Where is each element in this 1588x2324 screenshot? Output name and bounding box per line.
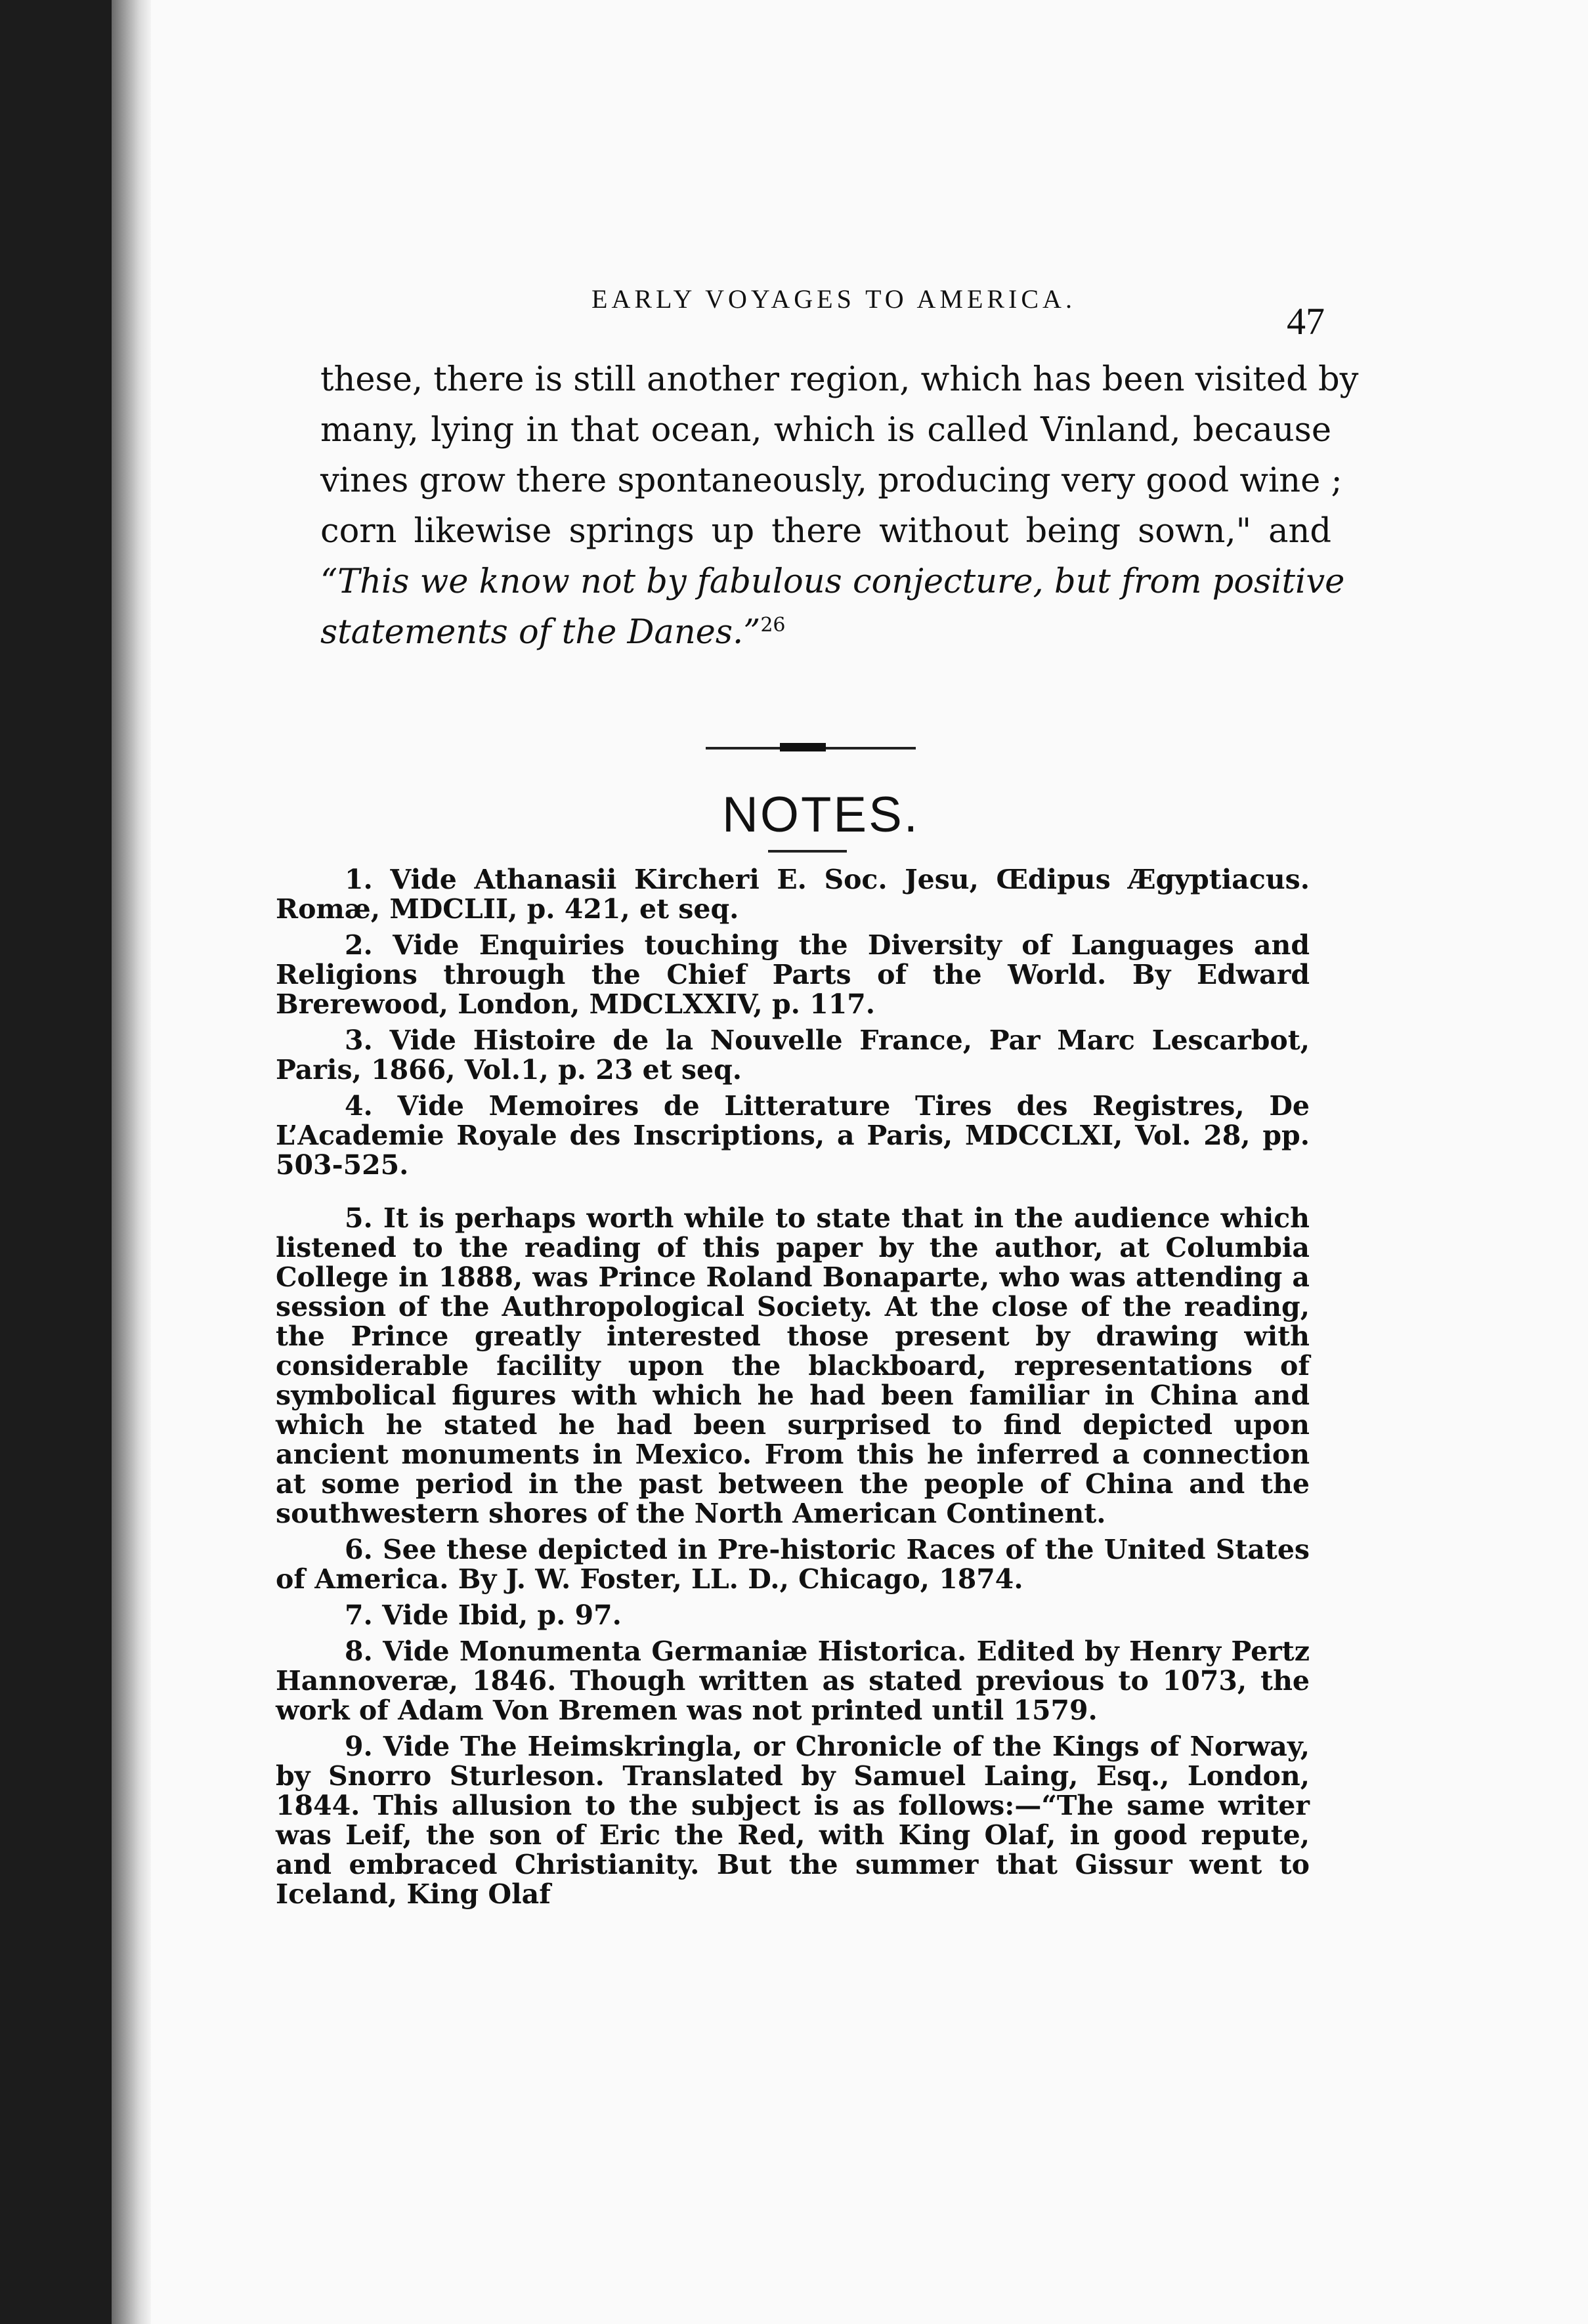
running-head: EARLY VOYAGES TO AMERICA.	[591, 284, 1076, 314]
note-item: 1. Vide Athanasii Kircheri E. Soc. Jesu, Œdipus Ægyptiacus. Romæ, MDCLII, p. 421, et seq.	[276, 864, 1310, 925]
note-item: 4. Vide Memoires de Litterature Tires des Registres, De L’Academie Royale des Inscriptions, a Paris, MDCCLXI, Vol. 28, pp. 503-525.	[276, 1090, 1310, 1181]
note-item: 9. Vide The Heimskringla, or Chronicle of the Kings of Norway, by Snorro Sturleson. Translated by Samuel Laing, Esq., London, 1844. This allusion to the subject is as follows:—“The same writer was Leif, the son of Eric the Red, with King Olaf, in good repute, and embraced Christianity. But the summer that Gissur went to Iceland, King Olaf	[276, 1731, 1310, 1910]
body-line: many, lying in that ocean, which is called Vinland, because	[320, 411, 1331, 450]
note-item: 2. Vide Enquiries touching the Diversity of Languages and Religions through the Chief Parts of the World. By Edward Brerewood, London, MDCLXXIV, p. 117.	[276, 929, 1310, 1020]
body-line-italic	[320, 607, 1331, 658]
body-line: corn likewise springs up there without being sown," and	[320, 512, 1331, 551]
note-item: 5. It is perhaps worth while to state that in the audience which listened to the reading of this paper by the author, at Columbia College in 1888, was Prince Roland Bonaparte, who was attending a session of the Authropological Society. At the close of the reading, the Prince greatly interested those present by drawing with considerable facility upon the blackboard, representations of symbolical figures with which he had been familiar in China and which he stated he had been surprised to find depicted upon ancient monuments in Mexico. From this he inferred a connection at some period in the past between the people of China and the southwestern shores of the North American Continent.	[276, 1202, 1310, 1529]
note-item: 7. Vide Ibid, p. 97.	[345, 1599, 622, 1631]
body-paragraph	[320, 354, 1359, 658]
book-binding-shadow	[0, 0, 112, 2324]
body-line: these, there is still another region, which has been visited by	[320, 360, 1359, 399]
section-divider-ornament	[780, 743, 826, 751]
note-item: 8. Vide Monumenta Germaniæ Historica. Edited by Henry Pertz Hannoveræ, 1846. Though written as stated previous to 1073, the work of Adam Von Bremen was not printed until 1579.	[276, 1636, 1310, 1726]
page-gutter	[112, 0, 151, 2324]
page-number: 47	[1287, 300, 1325, 343]
quote-text: “This we know not by fabulous conjecture, but from positive	[320, 562, 1345, 601]
quote-text: statements of the Danes.”	[320, 613, 761, 652]
notes-heading: NOTES.	[722, 787, 920, 843]
footnote-reference: 26	[760, 614, 786, 637]
body-line-italic	[320, 557, 1345, 607]
note-item: 6. See these depicted in Pre-historic Races of the United States of America. By J. W. Foster, LL. D., Chicago, 1874.	[276, 1534, 1310, 1595]
note-item: 3. Vide Histoire de la Nouvelle France, Par Marc Lescarbot, Paris, 1866, Vol.1, p. 23 et seq.	[276, 1025, 1310, 1086]
notes-heading-rule	[768, 850, 847, 853]
body-line: vines grow there spontaneously, producing very good wine ;	[320, 461, 1342, 500]
notes-list	[276, 865, 1310, 1916]
